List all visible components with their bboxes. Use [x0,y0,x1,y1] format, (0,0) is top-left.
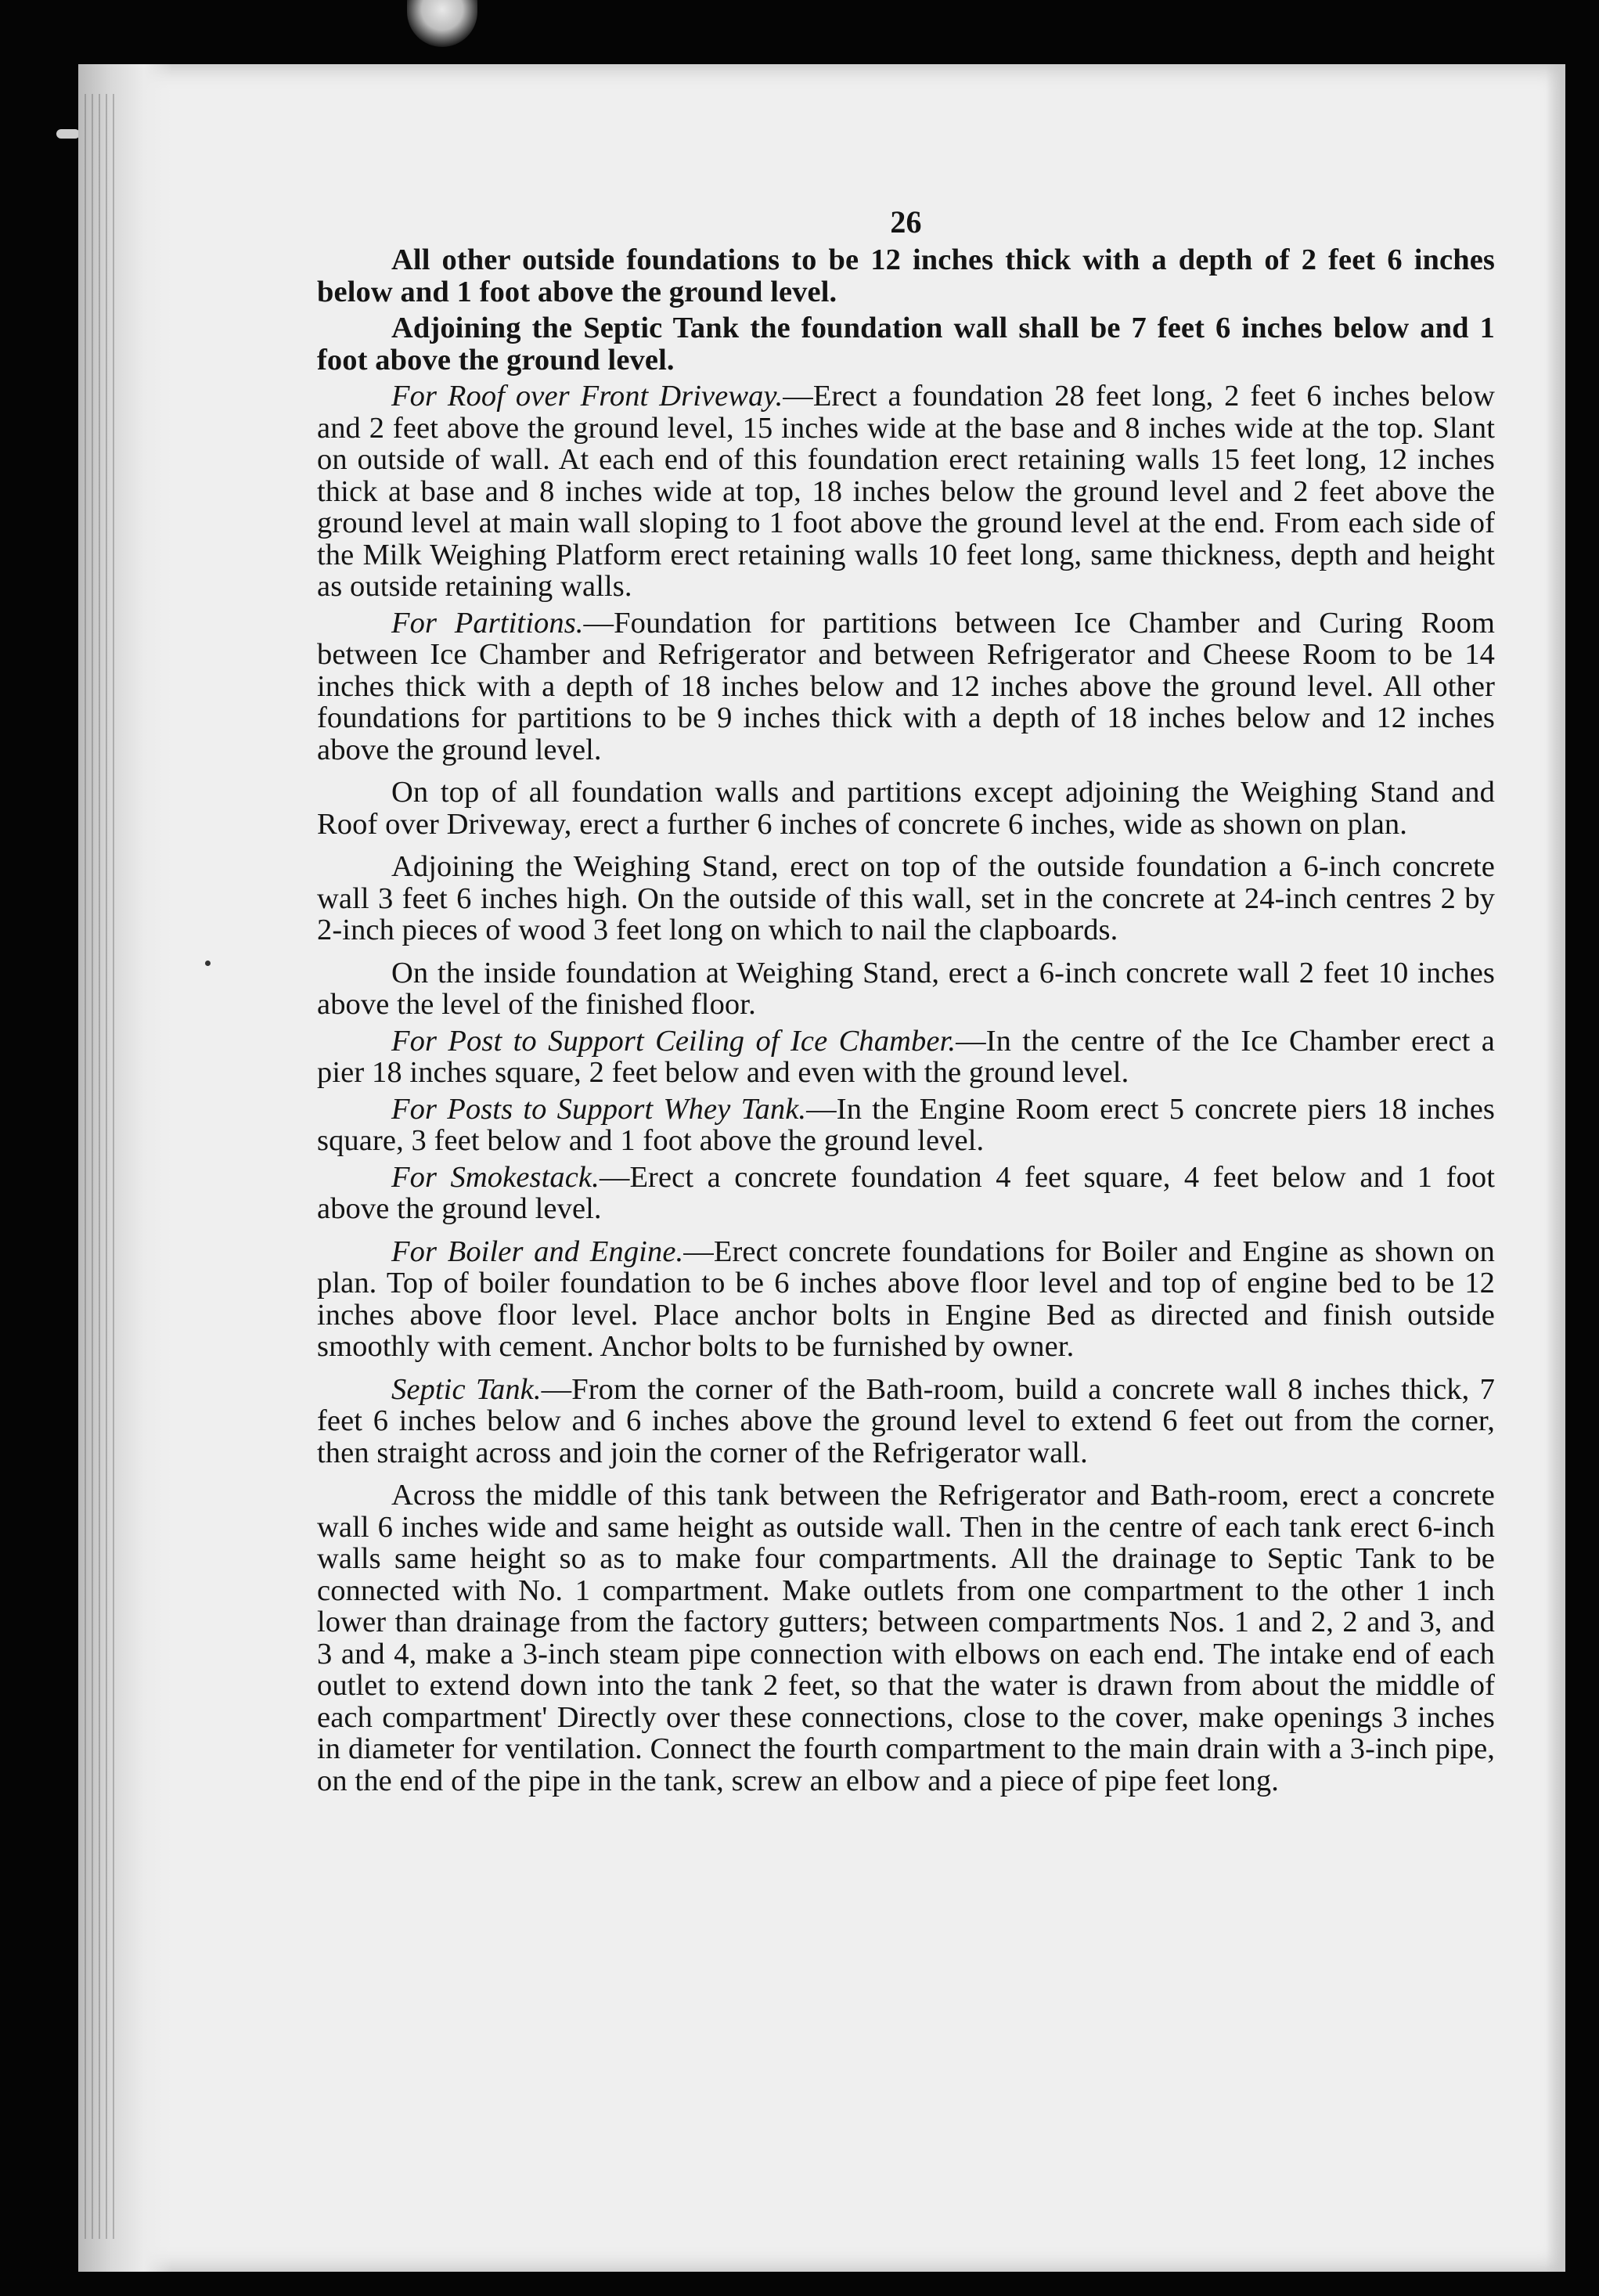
paragraph-whey-tank-posts: For Posts to Support Whey Tank.—In the Engine Room erect 5 concrete piers 18 inches square, 3 feet below and 1 foot above the ground level. [317,1092,1496,1157]
paragraph-heading: For Partitions. [391,606,584,640]
paragraph-heading: For Smokestack. [391,1160,600,1194]
scan-artifact-speck [56,129,80,139]
paragraph-tank-compartments: Across the middle of this tank between the Refrigerator and Bath-room, erect a concrete wall 6 inches wide and same height as outside wall. Then in the centre of each tank erect 6-inch walls same height so as to make four compartments. All the drainage to Septic Tank to be connected with No. 1 compartment. Make outlets from one compartment to the other 1 inch lower than drainage from the factory gutters; between compartments Nos. 1 and 2, 2 and 3, and 3 and 4, make a 3-inch steam pipe connection with elbows on each end. The intake end of each outlet to extend down into the tank 2 feet, so that the water is drawn from about the middle of each compartment' Directly over these connections, close to the cover, make openings 3 inches in diameter for ventilation. Connect the fourth compartment to the main drain with a 3-inch pipe, on the end of the pipe in the tank, screw an elbow and a piece of pipe feet long. [317,1479,1495,1797]
paragraph-heading: For Posts to Support Whey Tank. [391,1092,807,1126]
page-number: 26 [890,204,922,240]
paragraph-weighing-stand-outside: Adjoining the Weighing Stand, erect on top of the outside foundation a 6-inch concrete wall 3 feet 6 inches high. On the outside of this wall, set in the concrete at 24-inch centres 2 by 2-inch pieces of wood 3 feet long on which to nail the clapboards. [317,850,1495,946]
page-text [317,205,1495,1801]
paragraph-weighing-stand-inside: On the inside foundation at Weighing Stand, erect a 6-inch concrete wall 2 feet 10 inches above the level of the finished floor. [317,956,1495,1021]
paragraph-septic-tank: Septic Tank.—From the corner of the Bath-room, build a concrete wall 8 inches thick, 7 feet 6 inches below and 6 inches above the ground level to extend 6 feet out from the corner, then straight across and join the corner of the Refrigerator wall. [317,1372,1495,1469]
paragraph-heading: For Post to Support Ceiling of Ice Chamber. [391,1024,956,1058]
paragraph-top-of-foundation: On top of all foundation walls and partitions except adjoining the Weighing Stand and Roof over Driveway, erect a further 6 inches of concrete 6 inches, wide as shown on plan. [317,776,1495,841]
paragraph-smokestack: For Smokestack.—Erect a concrete foundation 4 feet square, 4 feet below and 1 foot above the ground level. [317,1160,1495,1225]
page-binding-lines [85,94,116,2239]
paragraph-heading: For Roof over Front Driveway. [391,380,783,413]
paragraph-septic-adjoining: Adjoining the Septic Tank the foundation wall shall be 7 feet 6 inches below and 1 foot above the ground level. [317,312,1495,377]
page-right-edge [1546,64,1565,2272]
paragraph-outside-foundations: All other outside foundations to be 12 inches thick with a depth of 2 feet 6 inches below and 1 foot above the ground level. [317,243,1495,308]
paragraph-partitions: For Partitions.—Foundation for partitions between Ice Chamber and Curing Room between Ice Chamber and Refrigerator and between Refrigerator and Cheese Room to be 14 inches thick with a depth of 18 inches below and 12 inches above the ground level. All other foundations for partitions to be 9 inches thick with a depth of 18 inches below and 12 inches above the ground level. [317,606,1495,766]
paragraph-heading: For Boiler and Engine. [391,1235,684,1268]
paragraph-roof-driveway: For Roof over Front Driveway.—Erect a foundation 28 feet long, 2 feet 6 inches below and 2 feet above the ground level, 15 inches wide at the base and 8 inches wide at the top. Slant on outside of wall. At each end of this foundation erect retaining walls 15 feet long, 12 inches thick at base and 8 inches wide at top, 18 inches below the ground level and 2 feet above the ground level at main wall sloping to 1 foot above the ground level at the end. From each side of the Milk Weighing Platform erect retaining walls 10 feet long, same thickness, depth and height as outside retaining walls. [317,380,1495,603]
scan-artifact-top [407,0,477,47]
scan-artifact-dot [205,961,211,966]
paragraph-ice-chamber-post: For Post to Support Ceiling of Ice Chamber.—In the centre of the Ice Chamber erect a pier 18 inches square, 2 feet below and even with the ground level. [317,1024,1495,1089]
paragraph-heading: Septic Tank. [391,1372,542,1406]
paragraph-boiler-engine: For Boiler and Engine.—Erect concrete foundations for Boiler and Engine as shown on plan. Top of boiler foundation to be 6 inches above floor level and top of engine bed to be 12 inches above floor level. Place anchor bolts in Engine Bed as directed and finish outside smoothly with cement. Anchor bolts to be furnished by owner. [317,1235,1495,1363]
